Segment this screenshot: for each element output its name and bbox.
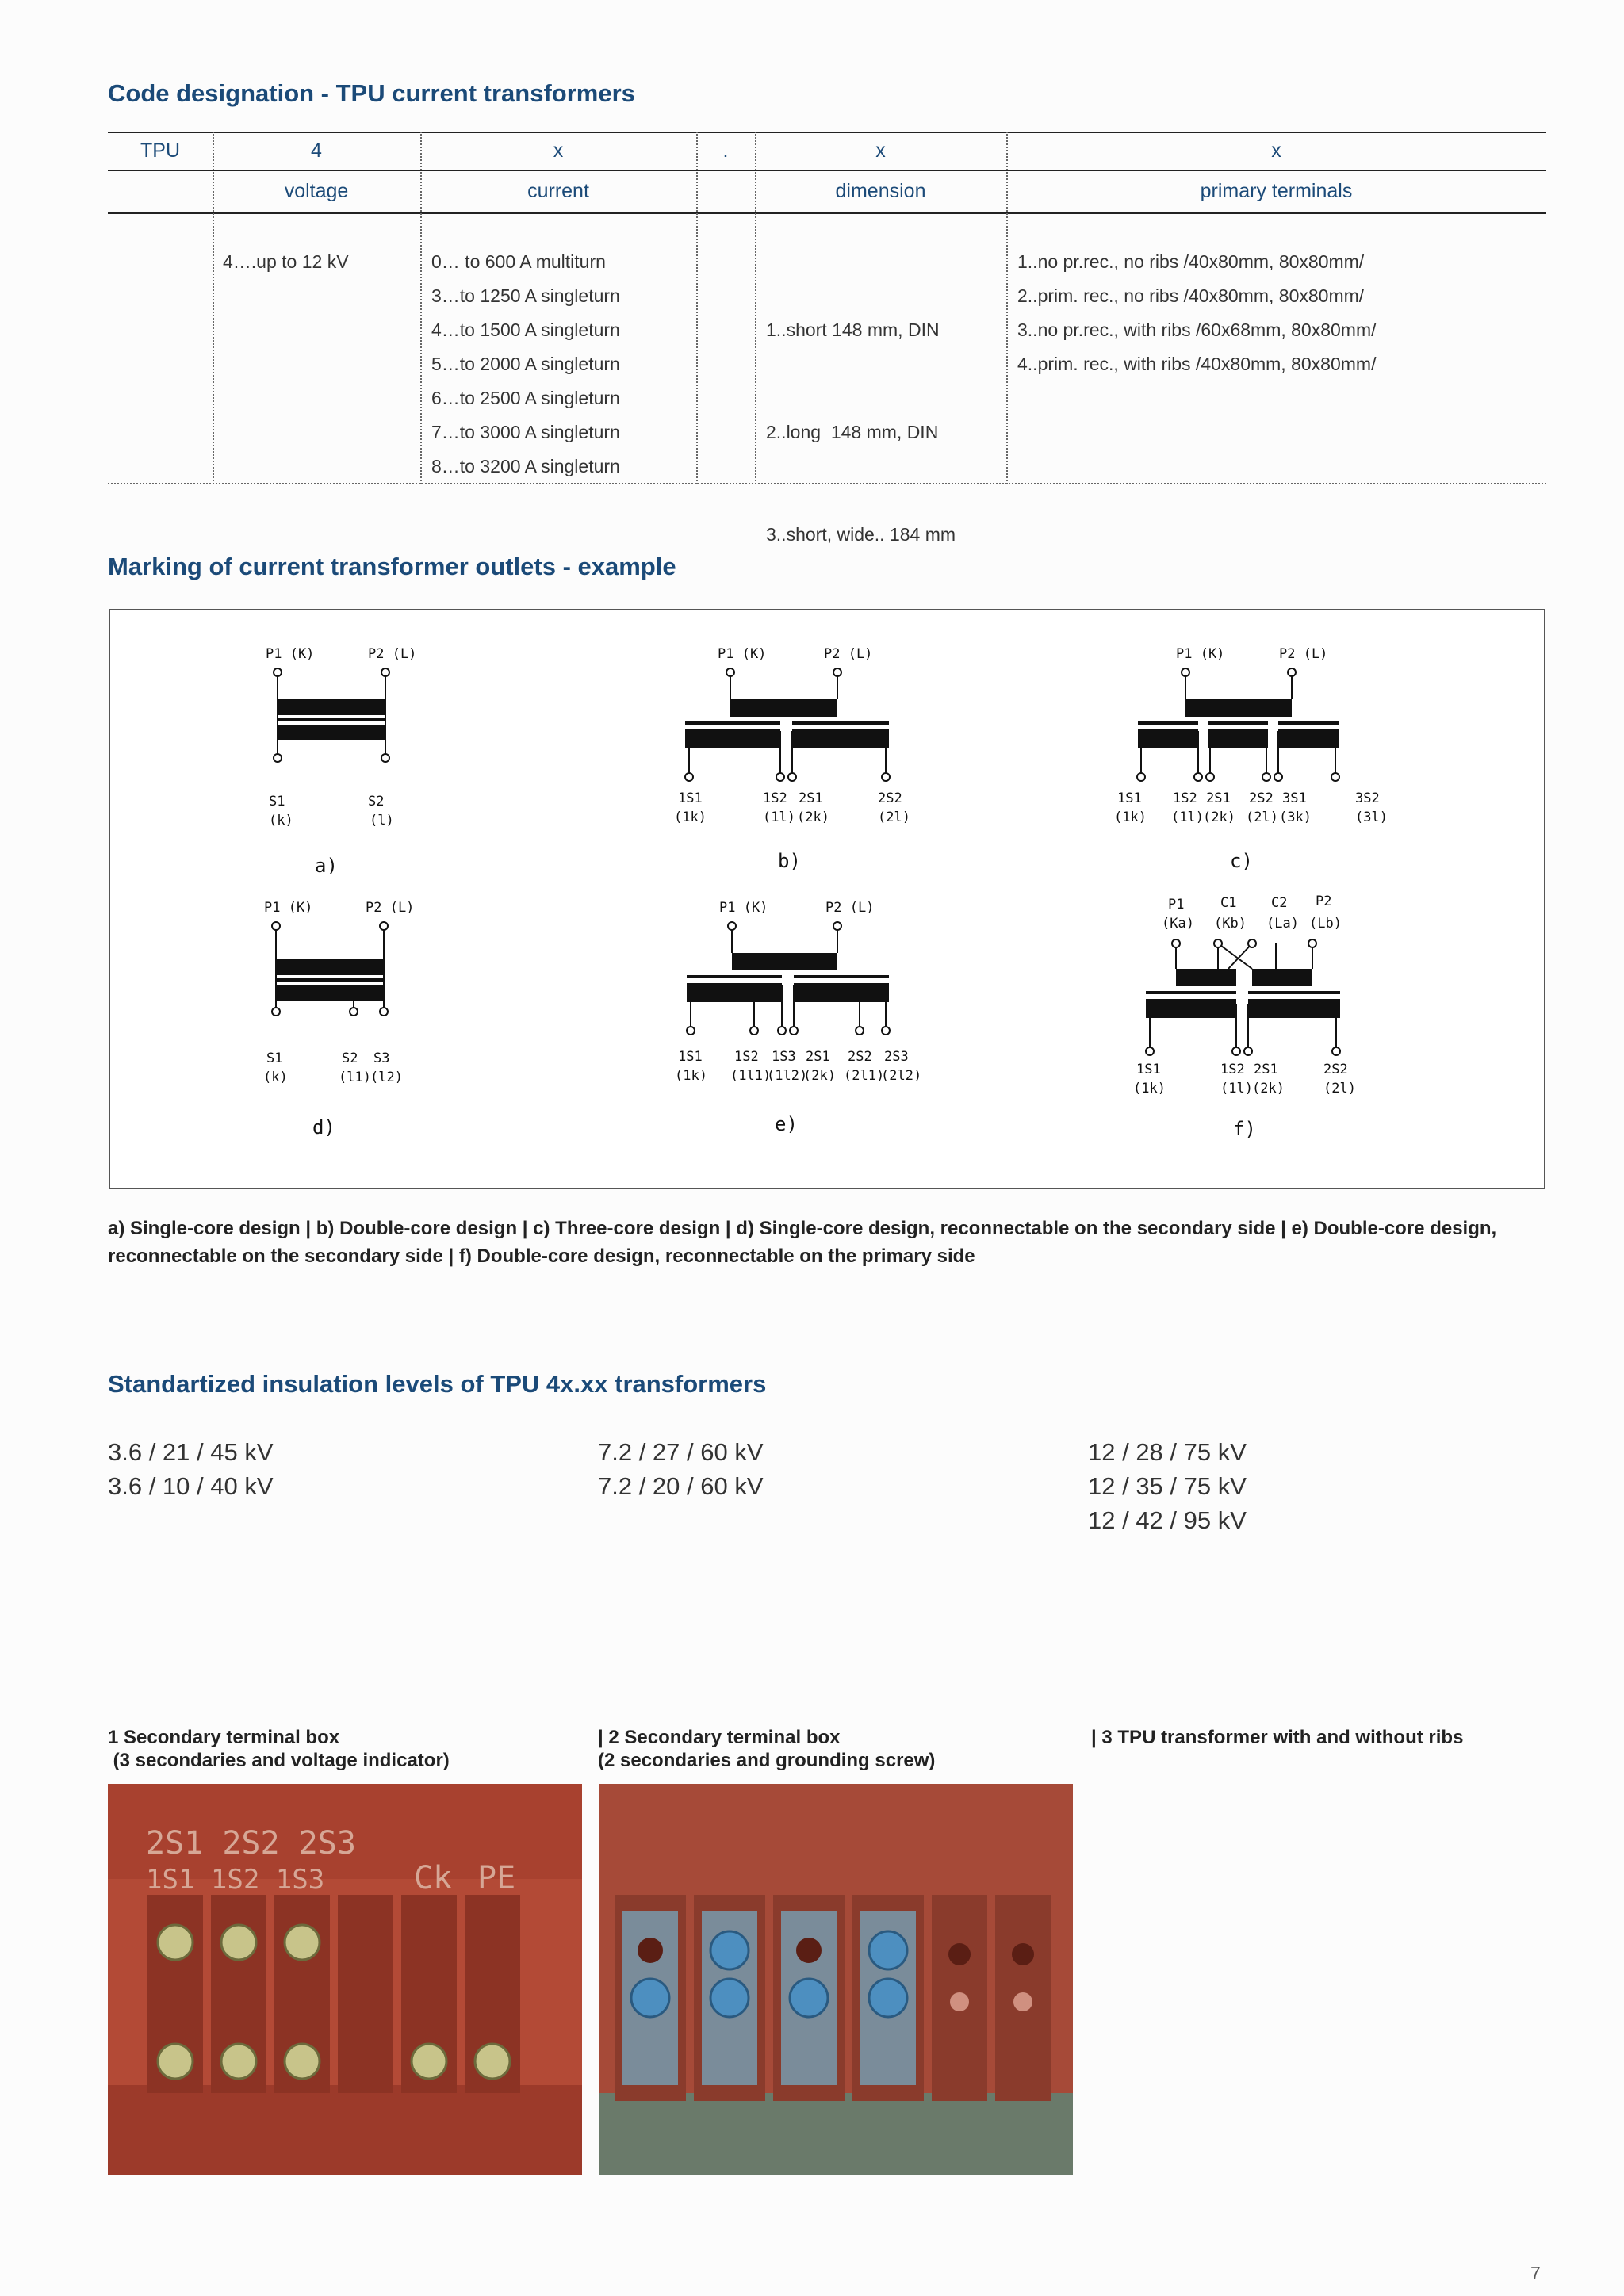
label-d-p1: P1 (K) (264, 900, 313, 916)
label-c-t1b: (1k) (1114, 809, 1147, 825)
list-item: 1..short 148 mm, DIN (766, 320, 940, 340)
label-f-c1: C1 (1220, 895, 1237, 911)
label-b-t1: 1S1 (678, 790, 703, 806)
label-c-p1: P1 (K) (1176, 646, 1225, 662)
label-a-p2: P2 (L) (368, 646, 417, 662)
label-d-s2: S2 (342, 1050, 358, 1066)
list-item: 1..no pr.rec., no ribs /40x80mm, 80x80mm/ (1017, 251, 1365, 272)
label-b-t2b: (1l) (763, 809, 795, 825)
insulation-level: 3.6 / 10 / 40 kV (108, 1472, 274, 1500)
insulation-title: Standartized insulation levels of TPU 4x.xx transformers (108, 1370, 767, 1398)
insulation-level: 7.2 / 20 / 60 kV (598, 1472, 764, 1500)
label-e-t5b: (2l1) (844, 1068, 885, 1084)
label-c-t1: 1S1 (1117, 790, 1142, 806)
photo-label-bottom: 1S1 1S2 1S3 (146, 1864, 325, 1896)
label-f-c1b: (Kb) (1214, 916, 1247, 932)
page-number: 7 (1530, 2263, 1541, 2283)
label-e-t4b: (2k) (803, 1068, 836, 1084)
transformer-cores (276, 699, 1340, 1018)
label-f-t4: 2S2 (1323, 1062, 1348, 1077)
terminals-list (1017, 245, 1377, 381)
label-c-t5: 3S1 (1282, 790, 1307, 806)
diagram-caption (108, 1215, 1551, 1270)
header-cell-dimension: x (875, 140, 886, 162)
caption-line: reconnectable on the secondary side | f) Double-core design, reconnectable on the primary side (108, 1246, 975, 1267)
list-item: 8…to 3200 A singleturn (431, 456, 620, 476)
label-a-s2: S2 (368, 794, 385, 809)
label-b-t4b: (2l) (878, 809, 910, 825)
subheader-terminals: primary terminals (1200, 180, 1353, 202)
label-e-t3b: (1l2) (767, 1068, 808, 1084)
label-f-c2: C2 (1271, 895, 1288, 911)
diagram-labels (263, 646, 1388, 1140)
label-f-t1b: (1k) (1133, 1081, 1166, 1096)
label-f-p2: P2 (1316, 894, 1332, 909)
insulation-level: 3.6 / 21 / 45 kV (108, 1438, 274, 1466)
subheader-voltage: voltage (284, 180, 349, 202)
caption-line: a) Single-core design | b) Double-core design | c) Three-core design | d) Single-core design, reconnectable on the secondary side | e) Double-core design, (108, 1218, 1497, 1239)
list-item: 5…to 2000 A singleturn (431, 354, 620, 374)
label-c-t3: 2S1 (1206, 790, 1231, 806)
label-a-s1: S1 (269, 794, 285, 809)
insulation-level: 7.2 / 27 / 60 kV (598, 1438, 764, 1466)
insulation-level: 12 / 28 / 75 kV (1088, 1438, 1247, 1466)
label-f-p2b: (Lb) (1309, 916, 1342, 932)
label-d-s3b: (l2) (370, 1070, 403, 1085)
marking-title: Marking of current transformer outlets - example (108, 553, 676, 580)
insulation-column-1 (108, 1435, 274, 1503)
subheader-dimension: dimension (835, 180, 926, 202)
label-e-p2: P2 (L) (825, 900, 875, 916)
label-c-letter: c) (1230, 850, 1253, 872)
table-top-rule (108, 132, 1546, 133)
label-c-t2: 1S2 (1173, 790, 1197, 806)
photo-caption-1: 1 Secondary terminal box (3 secondaries and voltage indicator) (108, 1727, 450, 1771)
photo-label-top: 2S1 2S2 2S3 (146, 1825, 356, 1862)
label-e-t1: 1S1 (678, 1049, 703, 1065)
label-a-s2b: (l) (370, 813, 394, 828)
label-d-s1b: (k) (263, 1070, 288, 1085)
label-f-letter: f) (1233, 1118, 1256, 1140)
label-e-t2: 1S2 (734, 1049, 759, 1065)
label-a-p1: P1 (K) (266, 646, 315, 662)
label-b-t2: 1S2 (763, 790, 787, 806)
list-item: 4….up to 12 kV (223, 251, 349, 272)
label-e-t3: 1S3 (772, 1049, 796, 1065)
label-f-t4b: (2l) (1323, 1081, 1356, 1096)
photo-caption-2: | 2 Secondary terminal box (2 secondaries and grounding screw) (598, 1727, 936, 1771)
photo-label-pe: PE (477, 1860, 516, 1896)
wiring-diagrams (110, 610, 1544, 1188)
label-f-t2b: (1l) (1220, 1081, 1253, 1096)
label-f-p1: P1 (1168, 897, 1185, 913)
table-header-rule (108, 170, 1546, 171)
label-d-s3: S3 (373, 1050, 390, 1066)
list-item: 3..short, wide.. 184 mm (766, 524, 956, 545)
label-c-t6b: (3l) (1355, 809, 1388, 825)
label-b-t3: 2S1 (799, 790, 823, 806)
voltage-list (223, 245, 349, 279)
label-e-t4: 2S1 (806, 1049, 830, 1065)
photo-label-ck: Ck (414, 1860, 453, 1896)
subheader-current: current (527, 180, 589, 202)
list-item: 4…to 1500 A singleturn (431, 320, 620, 340)
label-f-t2: 1S2 (1220, 1062, 1245, 1077)
terminal-box-photo-1 (108, 1784, 582, 2175)
list-item: 7…to 3000 A singleturn (431, 422, 620, 442)
label-b-t4: 2S2 (878, 790, 902, 806)
label-d-s1: S1 (266, 1050, 283, 1066)
header-cell-current: x (553, 140, 564, 162)
list-item: 2..prim. rec., no ribs /40x80mm, 80x80mm/ (1017, 285, 1365, 306)
label-a-letter: a) (315, 855, 338, 877)
label-c-p2: P2 (L) (1279, 646, 1328, 662)
label-b-p2: P2 (L) (824, 646, 873, 662)
list-item: 3…to 1250 A singleturn (431, 285, 620, 306)
label-c-t2b: (1l) (1171, 809, 1204, 825)
photo-caption-3: | 3 TPU transformer with and without ribs (1091, 1727, 1464, 1748)
label-f-t3: 2S1 (1254, 1062, 1278, 1077)
label-f-p1b: (Ka) (1162, 916, 1194, 932)
list-item: 4..prim. rec., with ribs /40x80mm, 80x80mm/ (1017, 354, 1377, 374)
wiring-diagrams-panel (109, 609, 1545, 1189)
header-cell-voltage: 4 (311, 140, 322, 162)
label-d-letter: d) (312, 1116, 335, 1138)
label-f-c2b: (La) (1266, 916, 1299, 932)
list-item: 6…to 2500 A singleturn (431, 388, 620, 408)
label-e-t6: 2S3 (884, 1049, 909, 1065)
header-cell-tpu: TPU (140, 140, 180, 162)
label-e-letter: e) (775, 1113, 798, 1135)
insulation-column-2 (598, 1435, 764, 1503)
label-c-t5b: (3k) (1279, 809, 1312, 825)
label-c-t4: 2S2 (1249, 790, 1274, 806)
list-item: 0… to 600 A multiturn (431, 251, 606, 272)
current-list (431, 245, 620, 484)
label-e-t2b: (1l1) (730, 1068, 772, 1084)
insulation-level: 12 / 42 / 95 kV (1088, 1506, 1247, 1534)
insulation-column-3 (1088, 1435, 1247, 1537)
label-b-t1b: (1k) (674, 809, 707, 825)
label-c-t4b: (2l) (1246, 809, 1278, 825)
label-f-t1: 1S1 (1136, 1062, 1161, 1077)
table-subheader-rule (108, 212, 1546, 214)
label-f-t3b: (2k) (1252, 1081, 1285, 1096)
label-c-t3b: (2k) (1203, 809, 1235, 825)
label-e-t5: 2S2 (848, 1049, 872, 1065)
label-c-t6: 3S2 (1355, 790, 1380, 806)
label-d-p2: P2 (L) (366, 900, 415, 916)
terminal-box-photo-2 (599, 1784, 1073, 2175)
header-cell-terminals: x (1271, 140, 1281, 162)
code-designation-title: Code designation - TPU current transformers (108, 79, 635, 107)
label-a-s1b: (k) (269, 813, 293, 828)
label-b-p1: P1 (K) (718, 646, 767, 662)
label-b-letter: b) (778, 850, 801, 872)
header-cell-dot: . (722, 140, 729, 162)
label-e-t6b: (2l2) (881, 1068, 922, 1084)
list-item: 2..long 148 mm, DIN (766, 422, 939, 442)
column-divider (696, 132, 698, 484)
label-b-t3b: (2k) (797, 809, 829, 825)
label-e-p1: P1 (K) (719, 900, 768, 916)
label-d-s2b: (l1) (339, 1070, 371, 1085)
code-designation-table (108, 132, 1546, 545)
label-e-t1b: (1k) (675, 1068, 707, 1084)
insulation-level: 12 / 35 / 75 kV (1088, 1472, 1247, 1500)
list-item: 3..no pr.rec., with ribs /60x68mm, 80x80mm/ (1017, 320, 1377, 340)
